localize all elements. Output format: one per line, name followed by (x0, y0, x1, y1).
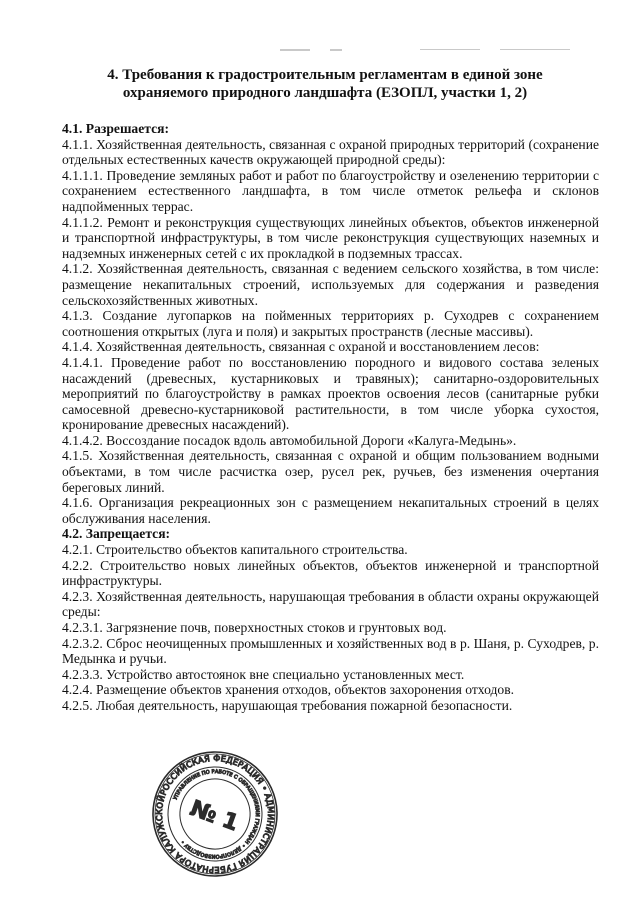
paragraph: 4.2.5. Любая деятельность, нарушающая требования пожарной безопасности. (62, 697, 513, 713)
paragraph: 4.1.4. Хозяйственная деятельность, связанная с охраной и восстановлением лесов: (62, 339, 540, 355)
scan-artifact (280, 49, 310, 51)
paragraph: 4.2.1. Строительство объектов капитального строительства. (62, 542, 408, 558)
stamp-number: № 1 (186, 796, 242, 837)
paragraph: 4.2.3. Хозяйственная деятельность, нарушающая требования в области охраны окружающей среды: (62, 588, 599, 620)
stamp-inner-text: УПРАВЛЕНИЕ ПО РАБОТЕ С ОБРАЩЕНИЯМИ ГРАЖДАН • ДЕЛОПРОИЗВОДСТВУ • (172, 768, 261, 860)
paragraph: 4.2.3.3. Устройство автостоянок вне специально установленных мест. (62, 666, 465, 682)
section-body (62, 121, 599, 714)
paragraph: 4.1.6. Организация рекреационных зон с размещением некапитальных строений в целях обслуживания населения. (62, 495, 599, 526)
paragraph: 4.1.3. Создание лугопарков на пойменных территориях р. Суходрев с сохранением соотношения открытых (луга и поля) и закрытых пространств (лесные массивы). (62, 308, 599, 339)
paragraph: 4.1.2. Хозяйственная деятельность, связанная с ведением сельского хозяйства, в том числе: размещение некапитальных строений, используемых для содержания и разведения сельскохозяйственных животных. (62, 261, 599, 308)
section-title: 4. Требования к градостроительным регламентам в единой зоне охраняемого природного ландшафта (ЕЗОПЛ, участки 1, 2) (107, 67, 543, 101)
section-heading: 4.1. Разрешается: (62, 121, 170, 136)
paragraph: 4.2.2. Строительство новых линейных объектов, объектов инженерной и транспортной инфраструктуры. (62, 557, 599, 589)
section-heading: 4.2. Запрещается: (62, 526, 171, 542)
stamp-outer-text: РОССИЙСКАЯ ФЕДЕРАЦИЯ • АДМИНИСТРАЦИЯ ГУБЕРНАТОРА КАЛУЖСКОЙ (153, 752, 277, 876)
paragraph: 4.1.5. Хозяйственная деятельность, связанная с охраной и общим пользованием водными объектами, в том числе расчистка озер, русел рек, ручьев, без изменения очертания береговых линий. (62, 448, 599, 495)
paragraph: 4.1.4.2. Воссоздание посадок вдоль автомобильной Дороги «Калуга-Медынь». (62, 432, 517, 448)
paragraph: 4.2.3.1. Загрязнение почв, поверхностных стоков и грунтовых вод. (62, 620, 447, 635)
official-stamp (150, 749, 280, 879)
paragraph: 4.1.1.1. Проведение земляных работ и работ по благоустройству и озеленению территории с сохранением естественного ландшафта, в том числе отметок рельефа и склонов надпойменных террас. (62, 167, 599, 214)
scan-artifact (500, 49, 570, 50)
scan-artifact (420, 49, 480, 50)
scan-artifact (330, 49, 342, 51)
paragraph: 4.2.3.2. Сброс неочищенных промышленных и хозяйственных вод в р. Шаня, р. Суходрев, р. Медынка и ручьи. (62, 635, 599, 667)
paragraph: 4.1.1. Хозяйственная деятельность, связанная с охраной природных территорий (сохранение отдельных естественных качеств окружающей природной среды): (62, 136, 599, 168)
paragraph: 4.1.1.2. Ремонт и реконструкция существующих линейных объектов, объектов инженерной и транспортной инфраструктуры, в том числе реконструкция существующих наземных и надземных инженерных сетей с их прокладкой в подземных трассах. (62, 214, 599, 261)
paragraph: 4.1.4.1. Проведение работ по восстановлению породного и видового состава зеленых насаждений (древесных, кустарниковых и травяных); санитарно-оздоровительных мероприятий по благоустройству в рамках проектов освоения лесов (санитарные рубки самосевной древесно-кустарниковой растительности, в том числе уборка сухостоя, кронирование древесных насаждений). (62, 354, 599, 433)
paragraph: 4.2.4. Размещение объектов хранения отходов, объектов захоронения отходов. (62, 682, 515, 698)
